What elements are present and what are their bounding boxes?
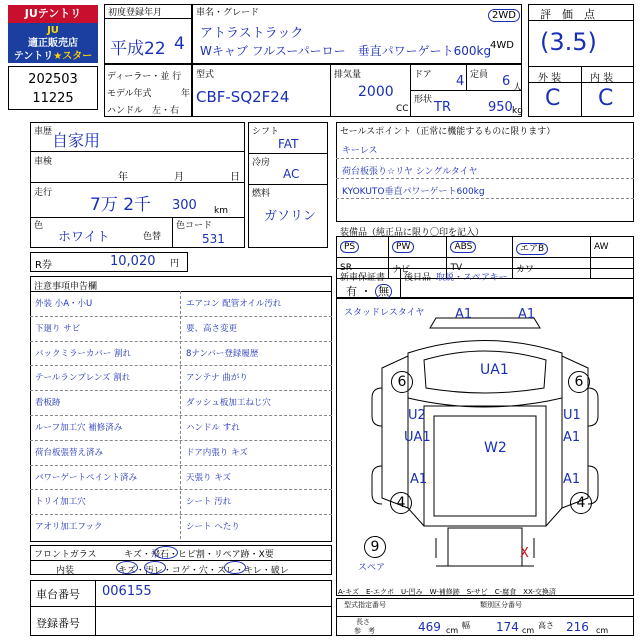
mark-front-right: A1 [518,307,536,322]
exterior-grade: C [545,86,561,111]
body-shape: TR [434,100,451,115]
registration-era: 平成22 [110,39,166,59]
equip-tv: TV [447,258,513,279]
mark-left-4: 4 [390,492,412,514]
rating-label: 評 価 点 [540,8,595,21]
note-left: 外装 小A・小U [35,299,93,309]
steering-label: ハンドル 左・右 [107,106,180,116]
car-name: アトラストラック [200,26,304,41]
equip-aw: AW [590,237,633,258]
mark-right-rear-a1: A1 [563,472,581,487]
shift-value: FAT [278,137,299,151]
note-right: シート へたり [186,522,240,533]
capacity: 6 [502,74,511,89]
mark-right-a1: A1 [563,430,581,445]
after-items: 取説・スペアキー [436,273,508,283]
sales-points-label: セールスポイント（正常に機能するものに限ります） [340,127,556,137]
note-left: 下廻り サビ [35,323,81,334]
note-left: アオリ加工フック [35,522,103,533]
mark-left-u2: U2 [408,408,426,423]
mark-left-ua1: UA1 [404,430,431,445]
equip-abs: ABS [447,237,513,258]
circle-mark [144,561,166,574]
note-right: エアコン 配管オイル汚れ [186,299,282,309]
mileage-value: 7万 2千 [90,195,152,215]
length-value: 469 [418,620,441,634]
mark-spare-9: 9 [364,536,386,558]
drive-2wd: 2WD [488,9,520,22]
sales-point-item: KYOKUTO垂直パワーゲート600kg [342,187,485,197]
color-value: ホワイト [58,230,110,245]
note-right: ドア内張り キズ [186,447,248,458]
equip-ps: PS [337,237,389,258]
note-left: 看板跡 [35,398,61,409]
drive-4wd: 4WD [490,40,514,51]
note-left: 荷台板張替え済み [35,447,104,458]
tire-note: スタッドレスタイヤ [344,308,425,318]
dealer-badge: JU 適正販売店 テントリ★スター [8,23,98,63]
note-left: トリイ加工穴 [35,497,86,508]
mileage-sub: 300 [172,198,197,213]
recycle-fee: 10,020 [110,254,156,269]
width-value: 174 [496,620,519,634]
registration-month: 4 [174,34,185,54]
spare-label: スペア [358,563,386,573]
mark-rear-x: X [520,546,529,561]
model-year-label: モデル年式 [107,89,152,99]
displacement: 2000 [358,84,394,100]
wheel-left-rear [372,466,382,504]
interior-value: キズ・汚レ・コゲ・穴・スレ・キレ・破レ [118,566,289,576]
car-name-label: 車名・グレード [196,8,260,18]
mark-front-left: A1 [455,307,473,322]
weight: 950 [488,100,513,115]
mark-right-4: 4 [570,492,592,514]
car-grade: Wキャブ フルスーパーロー 垂直パワーゲート600kg [200,44,492,58]
chassis-number: 006155 [102,584,152,599]
note-left: バックミラーカバー 割れ [35,348,132,359]
note-right: アンテナ 曲がり [186,373,248,384]
color-code: 531 [202,232,225,246]
equip-sr: SR [337,258,389,279]
notes-label: 注意事項申告欄 [34,282,98,292]
tailgate-outline [448,528,522,566]
sales-point-item: キーレス [342,146,378,156]
mark-left-6: 6 [391,371,413,393]
note-left: パワーゲートペイント済み [35,472,138,483]
ac-value: AC [283,167,300,181]
doors: 4 [456,74,465,89]
mark-right-6: 6 [568,371,590,393]
sales-point-item: 荷台板張り☆リヤ シングルタイヤ [342,167,478,177]
height-value: 216 [566,620,589,634]
recycle-fee-box [30,252,188,272]
fuel-value: ガソリン [264,209,317,224]
equip-navi: ナビ [389,258,447,279]
interior-grade: C [598,86,614,111]
equip-leather: カワ [512,258,590,279]
reference-number: 202503 11225 [8,66,98,110]
note-right: 天張り キズ [186,472,232,483]
circle-mark [154,546,178,559]
equip-airbag: エアB [512,237,590,258]
note-right: ダッシュ板加工ねじ穴 [186,398,271,409]
rating-score: (3.5) [540,28,597,56]
mark-right-u1: U1 [563,408,581,423]
model-code: CBF-SQ2F24 [196,88,290,106]
note-right: シート 汚れ [186,497,232,508]
note-right: ハンドル すれ [186,423,240,433]
note-right: 要、高さ変更 [186,323,238,334]
mark-bed: W2 [484,440,507,456]
equip-pw: PW [389,237,447,258]
equipment-label: 装備品（純正品に限り〇印を記入） [340,228,485,238]
front-glass-value: キズ・飛石・ヒビ割・リペア跡・X要 [124,550,274,560]
wheel-left-front [372,388,382,426]
note-right: 8ナンバー登録履歴 [186,348,259,359]
note-left: ルーフ加工穴 補修済み [35,423,123,433]
note-left: テールランプレンズ 割れ [35,373,131,384]
mark-roof: UA1 [480,362,509,378]
wheel-right-front [588,388,598,426]
circle-mark [116,561,138,574]
usage-value: 自家用 [52,131,101,150]
mark-left-rear-a1: A1 [410,472,428,487]
damage-legend: A-キズ E-エクボ U-凹み W-補修跡 S-サビ C-腐食 XX-交換済 [338,588,556,596]
cargo-bed-outline [424,406,546,526]
warranty-value: 有 ・ 無 [346,283,392,299]
dealer-label: ディーラー・並 行 [107,72,182,82]
rear-body-outline [408,508,562,526]
first-reg-label: 初度登録年月 [108,8,163,18]
bed-inner-outline [434,416,536,516]
circle-mark [224,561,246,574]
brand-logo: JUテントリ [8,5,98,23]
